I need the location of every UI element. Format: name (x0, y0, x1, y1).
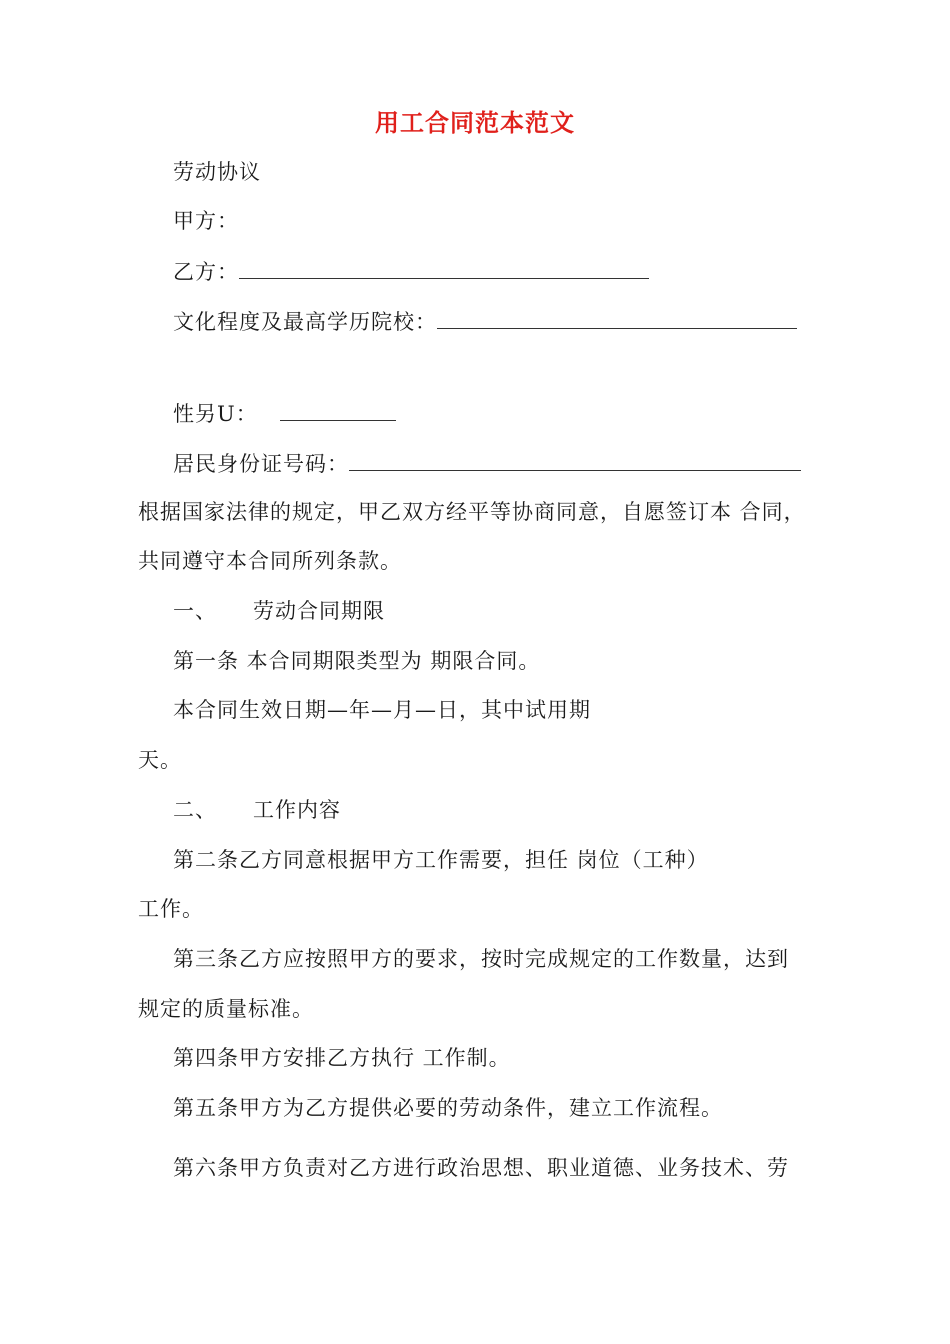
id-number-blank (349, 448, 801, 471)
section-1-number: 一、 (173, 599, 217, 623)
intro-line-1: 根据国家法律的规定，甲乙双方经平等协商同意，自愿签订本 合同， (138, 500, 806, 524)
article-1-effective-date: 本合同生效日期—年—月—日，其中试用期 (173, 698, 591, 722)
article-1: 第一条 本合同期限类型为 期限合同。 (173, 649, 541, 673)
education-field (173, 306, 797, 337)
document-title: 用工合同范本范文 (375, 108, 575, 137)
education-blank (437, 306, 797, 329)
id-number-label: 居民身份证号码： (173, 452, 349, 476)
section-2-title: 工作内容 (253, 798, 341, 822)
gender-label: 性另U： (173, 402, 258, 426)
party-b-blank (239, 256, 649, 279)
section-1-title: 劳动合同期限 (253, 599, 385, 623)
article-2-line-2: 工作。 (138, 897, 204, 921)
article-1-probation-days: 天。 (138, 748, 182, 772)
intro-line-2: 共同遵守本合同所列条款。 (138, 549, 402, 573)
education-label: 文化程度及最高学历院校： (173, 310, 437, 334)
party-b-label: 乙方： (173, 260, 239, 284)
gender-blank (280, 398, 396, 421)
article-3-line-2: 规定的质量标准。 (138, 997, 314, 1021)
party-b-field (173, 256, 649, 287)
article-4: 第四条甲方安排乙方执行 工作制。 (173, 1046, 511, 1070)
party-a-label: 甲方： (173, 209, 239, 233)
section-2-number: 二、 (173, 798, 217, 822)
article-2-line-1: 第二条乙方同意根据甲方工作需要，担任 岗位（工种） (173, 848, 709, 872)
article-5: 第五条甲方为乙方提供必要的劳动条件，建立工作流程。 (173, 1096, 723, 1120)
heading: 劳动协议 (173, 160, 261, 184)
gender-field (173, 398, 396, 429)
id-number-field (173, 448, 801, 479)
article-3-line-1: 第三条乙方应按照甲方的要求，按时完成规定的工作数量，达到 (173, 947, 789, 971)
article-6: 第六条甲方负责对乙方进行政治思想、职业道德、业务技术、劳 (173, 1156, 789, 1180)
